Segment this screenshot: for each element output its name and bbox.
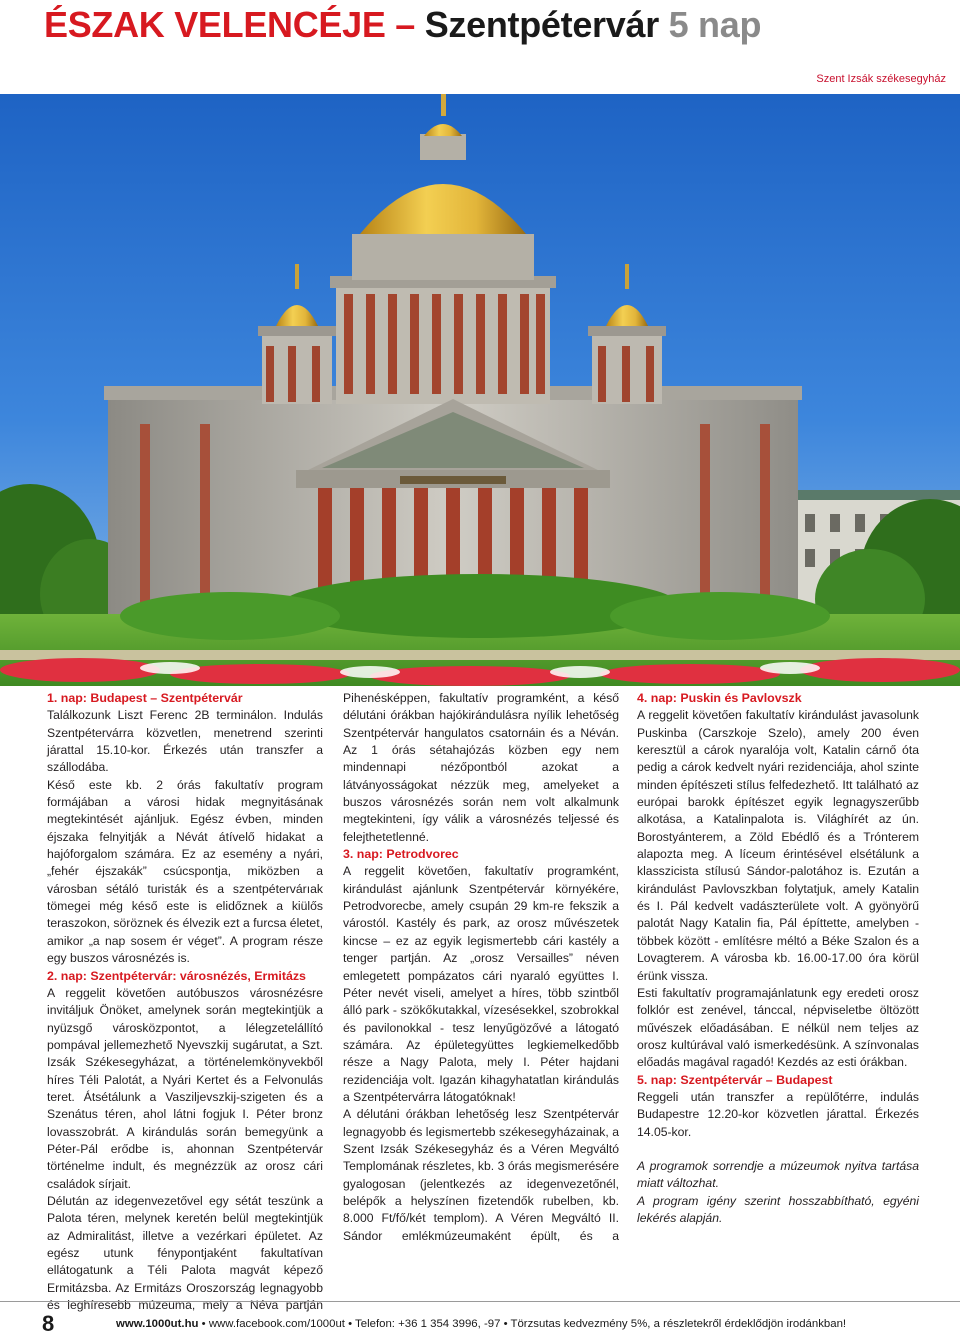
day-1-heading: 1. nap: Budapest – Szentpétervár bbox=[47, 691, 243, 705]
title-red: ÉSZAK VELENCÉJE – bbox=[44, 4, 416, 45]
day-1-paragraph-2: Késő este kb. 2 órás fakultatív program formájában a városi hidak megnyitásának megtekintését ajánljuk. Egész évben, minden éjszaka felnyitják a Névát átívelő hidakat a hajóforgalom számára. Ez az esemény a nyári, „fehér éjszakák” csúcspontja, miközben a városban sétáló turisták és a szentpétervárıak tömegei még késő este is elidőznek a kiülős teraszokon, söröznek és élvezik ezt a furcsa életet, amikor „a nap sosem ér véget”. A program része egy buszos városnézés is. bbox=[47, 777, 323, 966]
day-2-paragraph-1: A reggelit követően autóbuszos városnézésre invitáljuk Önöket, amelynek során megtekintjük a nyüzsgő városközpontot, a lélegzetelállító pompával jellemezhető Nyevszkij sugárutat, a Szt. Izsák Székesegyházat, a történelemkönyvekből híres Téli Palotát, a Nyári Kertet és a Felvonulás teret. Átsétálunk a Vasziljevszkij-szigeten és a Szenátus téren, ahol látni fogjuk I. Péter bronz lovasszobrát. A kirándulás során bemegyünk a Péter-Pál erődbe is, ahonnan Szentpétervár történelme indult, és megnézzük az orosz cári családok sírjait. bbox=[47, 985, 323, 1191]
day-3-paragraph-1: A reggelit követően, fakultatív programként, kirándulást ajánlunk Szentpétervár környékére, Petrodvorecbe, amely csupán 29 km-re fekszik a várostól. Kastély és park, az orosz művészetek kincse – ez az egyik legismertebb cári kastély a tenger partján. Az „orosz Versailles” néven emlegetett pompázatos cári nyaraló együttes I. Péter nevét viseli, amelyet a híres, több szintből álló park - szökőkutakkal, vízesésekkel, szobrokkal és pavilonokkal - tesz lenyűgözővé a látogató számára. Az épületegyüttes legkiemelkedőbb része a Nagy Palota, mely I. Péter hajdani rezidenciája volt. Igazán kihagyhatatlan kirándulás a Szentpétervárra látogatóknak! bbox=[343, 864, 619, 1104]
day-5-heading: 5. nap: Szentpétervár – Budapest bbox=[637, 1072, 833, 1087]
text-column-3 bbox=[637, 690, 919, 1227]
cathedral-photo bbox=[0, 94, 960, 686]
day-2-paragraph-2: Délután az idegenvezetővel egy sétát teszünk a Palota téren, melynek keretén belül megtekintjük az Admiralitást, illetve a vezérkari épületet. Az egész utunk fénypontjaként fakultatívan ellátogatunk a Téli Palota magvát képező Ermitázsba. Az Ermitázs Oroszország legnagyobb és leghíresebb múzeuma, mely a Néva partján bbox=[47, 1193, 323, 1313]
text-column-2 bbox=[343, 690, 619, 1246]
note-order: A programok sorrendje a múzeumok nyitva tartása miatt változhat. bbox=[637, 1158, 919, 1191]
day-1-paragraph-1: Találkozunk Liszt Ferenc 2B terminálon. Indulás Szentpétervárra közvetlen, menetrend szerinti járattal 15.10-kor. Érkezés után transzfer a szállodába. bbox=[47, 708, 323, 775]
note-extension: A program igény szerint hosszabbítható, egyéni lekérés alapján. bbox=[637, 1193, 919, 1225]
day-5-paragraph-1: Reggeli után transzfer a repülőtérre, indulás Budapestre 12.20-kor közvetlen járattal. Érkezés 14.05-kor. bbox=[637, 1089, 919, 1139]
title-dark: Szentpétervár bbox=[424, 4, 659, 45]
footer-website-link[interactable]: www.1000ut.hu bbox=[116, 1318, 199, 1330]
day-3-heading: 3. nap: Petrodvorec bbox=[343, 847, 459, 862]
footer-contact-text: • www.facebook.com/1000ut • Telefon: +36 1 354 3996, -97 • Törzsutas kedvezmény 5%, a részletekről érdeklődjön irodánkban! bbox=[198, 1318, 847, 1330]
day-4-heading: 4. nap: Puskin és Pavlovszk bbox=[637, 691, 802, 705]
photo-caption: Szent Izsák székesegyház bbox=[816, 73, 946, 85]
day-3-paragraph-2: A délutáni órákban lehetőség lesz Szentpétervár legnagyobb és legismertebb székesegyházainak, a Szent Izsák Székesegyház és a Véren Megváltó Templomának részletes, kb. 3 órás megismerésére gyalogosan (jelentkezés az idegenvezetőnél, belépők a helyszínen fizetendők rubelben, kb. 8.000 Ft/fő/két templom). A Véren Megváltó II. Sándor emlékmúzeumaként épült, és a bbox=[343, 1107, 619, 1243]
footer-divider bbox=[0, 1301, 960, 1302]
day-4-paragraph-1: A reggelit követően fakultatív kirándulást javasolunk Puskinba (Carszkoje Szelo), amely 200 éven keresztül a cárok nyaralója volt, Katalin cárnő óta pedig a cárok kedvelt nyári rezidenciája, ahol szinte minden építészeti stílus felfedezhető. Itt található az európai barokk építészet egyik legnagyszerűbb alkotása, a Katalinpalota is. Világhírét az ún. Borostyánterem, a Zöld Ebédlő és a Trónterem alapozta meg. A líceum érintésével elsétálunk a klasszicista stílusú Sándor-palotához is. Ezután a kirándulást Pavlovszkban folytatjuk, amely Katalin és I. Pál kedvelt vadászterülete volt. A gyönyörű palotát Nagy Katalin fia, Pál építtette, amelyben - többek között - említésre méltó a Béke Szalon és a Lovagterem. A városba kb. 16.00-17.00 óra körül érünk vissza. bbox=[637, 708, 919, 983]
text-column-1 bbox=[47, 690, 323, 1313]
day-2-paragraph-3: Pihenésképpen, fakultatív programként, a késő délutáni órákban hajókirándulásra nyílik lehetőség Szentpétervár hangulatos csatornáin és a Néván. Az 1 órás sétahajózás közben egy nem mindennapi nézőpontból azokat a látványosságokat nézzük meg, amelyeket a buszos városnézés során nem volt alkalmunk megtekinteni, így válik a városnézés teljessé és felejthetetlenné. bbox=[343, 691, 619, 844]
day-4-paragraph-2: Esti fakultatív programajánlatunk egy eredeti orosz folklór est zenével, tánccal, népviseletbe öltözött művészek előadásában. E nélkül nem teljes az orosz kultúrával való ismerkedésünk. A színvonalas előadás magával ragadó! Kezdés az esti órákban. bbox=[637, 985, 919, 1070]
day-2-heading: 2. nap: Szentpétervár: városnézés, Ermitázs bbox=[47, 968, 306, 983]
page-number: 8 bbox=[42, 1311, 55, 1336]
page-title bbox=[44, 4, 761, 46]
footer-contact bbox=[116, 1318, 956, 1330]
title-duration: 5 nap bbox=[668, 4, 762, 45]
